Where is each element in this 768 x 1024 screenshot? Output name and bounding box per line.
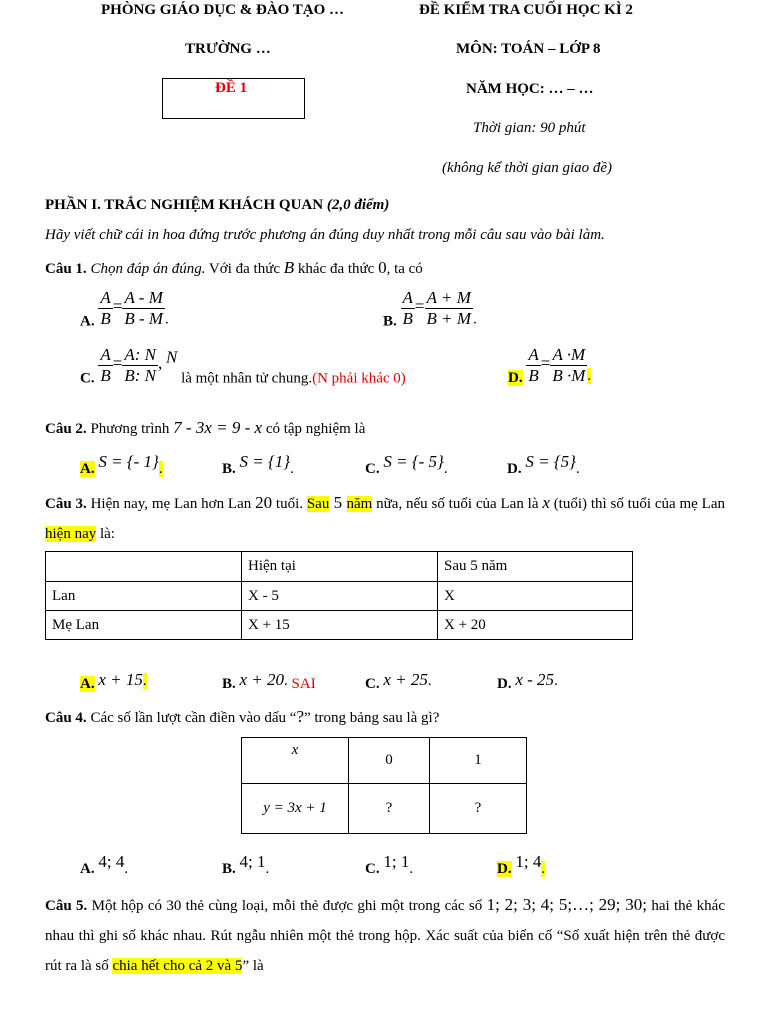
q3-n20: 20: [255, 493, 273, 512]
table-row: [46, 611, 633, 640]
q3-th-2: Sau 5 năm: [438, 552, 633, 582]
q3-d-end: .: [554, 673, 558, 689]
q2-option-d: [507, 452, 580, 478]
q3-age-table: [45, 551, 633, 640]
q1-a-eq: =: [112, 296, 123, 316]
q1-b-end: .: [473, 311, 477, 328]
q1-d-eq: =: [540, 353, 551, 373]
part1-heading: [45, 197, 389, 214]
q3-r0-c0: Lan: [46, 582, 242, 611]
exam-code: ĐỀ 1: [215, 80, 248, 96]
q2-label: Câu 2.: [45, 421, 87, 437]
q5-t1: Một hộp có 30 thẻ cùng loại, mỗi thẻ được ghi một trong các số: [87, 898, 487, 914]
q4-c-end: .: [409, 861, 414, 877]
q3-c-end: .: [427, 673, 432, 689]
q3-d-value: x - 25: [515, 670, 555, 689]
q4-r1-c2: 1: [430, 738, 527, 784]
q1-c-text: là một nhân tử chung.: [177, 370, 313, 387]
q3-r1-c2: X + 20: [438, 611, 633, 640]
q4-d-end: .: [541, 861, 546, 877]
q3-option-d: [497, 670, 558, 693]
q3-r0-c2: X: [438, 582, 633, 611]
q3-n5: 5: [329, 493, 347, 512]
q1-text-c: , ta có: [386, 261, 423, 277]
q1-c-eq: =: [112, 353, 123, 373]
q4-option-b: [222, 852, 269, 878]
q3-th-0: [46, 552, 242, 582]
q3-r1-c0: Mẹ Lan: [46, 611, 242, 640]
q2-d-end: .: [575, 461, 580, 477]
q1-b-lhs-num: A: [402, 288, 413, 307]
q1-a-lhs-den: B: [100, 308, 111, 328]
table-row: [46, 582, 633, 611]
q1-option-d: [508, 345, 591, 387]
q4-t2: ” trong bảng sau là gì?: [303, 710, 440, 726]
q4-qm: ?: [296, 707, 304, 726]
q1-b-rhs-num: A + M: [425, 288, 474, 309]
q3-t1: Hiện nay, mẹ Lan hơn Lan: [86, 496, 256, 512]
q5-highlight: chia hết cho cả 2 và 5: [112, 958, 243, 974]
q3-t5: là:: [96, 526, 115, 542]
q2-d-value: S = {5}: [525, 452, 576, 471]
q1-c-sep: ,: [157, 353, 163, 373]
q3-th-1: Hiện tại: [242, 552, 438, 582]
q4-value-table: [241, 737, 527, 834]
q2-c-end: .: [443, 461, 448, 477]
q2-option-c: [365, 452, 448, 478]
q1-lead: Chọn đáp án đúng.: [86, 261, 206, 277]
q1-a-lhs-num: A: [100, 288, 111, 307]
q2-a-letter[interactable]: A.: [80, 461, 95, 477]
q1-b-eq: =: [414, 296, 425, 316]
q3-option-b: [222, 670, 316, 693]
q2-option-a: [80, 452, 163, 478]
q3-d-letter: D.: [497, 676, 512, 692]
q1-d-rhs-den: B ·M: [552, 365, 586, 385]
q4-b-end: .: [265, 861, 270, 877]
q3-r0-c1: X - 5: [242, 582, 438, 611]
q2-c-value: S = {- 5}: [383, 452, 444, 471]
q1-c-rhs-den: B: N: [124, 365, 156, 385]
q1-zero: 0: [378, 258, 387, 277]
question-1: [45, 258, 423, 278]
q1-b-letter: B.: [383, 313, 397, 330]
question-3: [45, 488, 725, 549]
school-year: NĂM HỌC: … – …: [466, 81, 594, 97]
q4-label: Câu 4.: [45, 710, 87, 726]
q3-b-note: SAI: [287, 676, 316, 692]
q4-r2-c0: y = 3x + 1: [242, 784, 349, 834]
q3-a-end: .: [142, 673, 147, 689]
q2-option-b: [222, 452, 294, 478]
q3-c-value: x + 25: [383, 670, 428, 689]
q2-d-letter: D.: [507, 461, 522, 477]
q1-b-rhs: [425, 288, 474, 328]
q3-b-letter: B.: [222, 676, 236, 692]
q1-c-note: (N phải khác 0): [312, 370, 406, 387]
q3-sau: Sau: [306, 496, 330, 512]
q3-r1-c1: X + 15: [242, 611, 438, 640]
q4-r2-c2: ?: [430, 784, 527, 834]
q4-option-d: [497, 852, 545, 878]
q1-c-n: N: [165, 347, 178, 367]
q3-hien-nay: hiện nay: [45, 526, 97, 542]
q2-a-end: .: [158, 461, 163, 477]
q1-c-rhs-num: A: N: [124, 345, 156, 364]
q1-a-rhs: [122, 288, 165, 328]
subject-line: MÔN: TOÁN – LỚP 8: [456, 41, 601, 57]
q3-b-end: .: [284, 673, 288, 689]
q1-d-letter[interactable]: D.: [508, 370, 523, 387]
q1-d-lhs: [526, 345, 540, 385]
q1-label: Câu 1.: [45, 261, 87, 277]
q4-d-letter[interactable]: D.: [497, 861, 512, 877]
q5-label: Câu 5.: [45, 898, 88, 914]
q1-d-lhs-den: B: [528, 365, 539, 385]
q3-option-a: [80, 670, 147, 693]
question-5: [45, 890, 725, 981]
q1-d-rhs-num: A ·M: [550, 345, 587, 366]
q4-t1: Các số lần lượt cần điền vào dấu “: [86, 710, 297, 726]
q4-a-letter: A.: [80, 861, 95, 877]
q5-t3: ” là: [242, 958, 264, 974]
q4-option-a: [80, 852, 128, 878]
q5-sequence: 1; 2; 3; 4; 5;…; 29; 30;: [486, 895, 647, 914]
part1-points: (2,0 điểm): [326, 197, 390, 213]
q4-r1-c1: 0: [349, 738, 430, 784]
q1-option-b: [383, 288, 477, 330]
q1-var-b: B: [283, 258, 295, 277]
q1-text-b: khác đa thức: [294, 261, 379, 277]
department-name: PHÒNG GIÁO DỤC & ĐÀO TẠO …: [101, 2, 345, 18]
q1-b-lhs-den: B: [402, 308, 413, 328]
q3-t2: tuổi.: [272, 496, 307, 512]
q5-t2: hai thẻ khác nhau thì ghi số khác nhau. Rút ngẫu nhiên một thẻ trong hộp. Xác suất của biến cố “Số xuất hiện trên thẻ được rút ra là số: [45, 898, 725, 974]
q1-a-rhs-den: B - M: [124, 308, 164, 328]
q1-c-lhs: [98, 345, 112, 385]
q1-d-rhs: [550, 345, 587, 385]
q1-a-end: .: [165, 311, 169, 328]
table-row: [46, 552, 633, 582]
school-name: TRƯỜNG …: [185, 41, 271, 57]
q3-t3: nữa, nếu số tuổi của Lan là: [372, 496, 543, 512]
q2-text-b: có tập nghiệm là: [262, 421, 366, 437]
q2-b-value: S = {1}: [239, 452, 291, 471]
q3-b-value: x + 20: [239, 670, 285, 689]
q4-a-value: 4; 4: [98, 852, 125, 871]
q1-b-lhs: [401, 288, 415, 328]
exam-time: Thời gian: 90 phút: [473, 120, 586, 136]
q2-a-value: S = {- 1}: [98, 452, 159, 471]
q3-x: x: [542, 493, 550, 512]
q2-text-a: Phương trình: [86, 421, 174, 437]
q1-c-letter: C.: [80, 370, 95, 387]
q4-option-c: [365, 852, 413, 878]
q1-b-rhs-den: B + M: [426, 308, 472, 328]
q2-b-letter: B.: [222, 461, 236, 477]
q3-c-letter: C.: [365, 676, 380, 692]
time-note: (không kể thời gian giao đề): [442, 160, 613, 176]
q3-nam: năm: [346, 496, 373, 512]
q2-b-end: .: [290, 461, 294, 477]
q1-d-end: .: [587, 368, 592, 385]
table-row: [242, 784, 527, 834]
q4-a-end: .: [124, 861, 129, 877]
question-4: [45, 707, 439, 727]
q4-d-value: 1; 4: [515, 852, 542, 871]
q4-r2-c1: ?: [349, 784, 430, 834]
q3-a-letter[interactable]: A.: [80, 676, 95, 692]
part1-title: PHẦN I. TRẮC NGHIỆM KHÁCH QUAN: [45, 197, 327, 213]
q1-option-c: [80, 345, 406, 387]
q1-c-lhs-num: A: [100, 345, 111, 364]
q1-d-lhs-num: A: [528, 345, 539, 364]
exam-title: ĐỀ KIỂM TRA CUỐI HỌC KÌ 2: [419, 2, 633, 18]
q1-a-lhs: [98, 288, 112, 328]
table-row: [242, 738, 527, 784]
q4-c-letter: C.: [365, 861, 380, 877]
q3-option-c: [365, 670, 432, 693]
q3-label: Câu 3.: [45, 496, 87, 512]
q1-c-lhs-den: B: [100, 365, 111, 385]
part1-instruction: Hãy viết chữ cái in hoa đứng trước phương án đúng duy nhất trong mỗi câu sau vào bài làm.: [45, 227, 605, 243]
q4-b-value: 4; 1: [239, 852, 266, 871]
q4-r1-c0: x: [242, 738, 349, 784]
q4-c-value: 1; 1: [383, 852, 410, 871]
q1-a-rhs-num: A - M: [122, 288, 165, 309]
q4-b-letter: B.: [222, 861, 236, 877]
q3-a-value: x + 15: [98, 670, 143, 689]
q3-t4: (tuổi) thì số tuổi của mẹ Lan: [549, 496, 725, 512]
q1-text-a: Với đa thức: [205, 261, 284, 277]
q1-c-rhs: [122, 345, 158, 385]
q2-equation: 7 - 3x = 9 - x: [173, 418, 263, 437]
question-2: [45, 418, 365, 438]
q2-c-letter: C.: [365, 461, 380, 477]
q1-a-letter: A.: [80, 313, 95, 330]
q1-option-a: [80, 288, 169, 330]
